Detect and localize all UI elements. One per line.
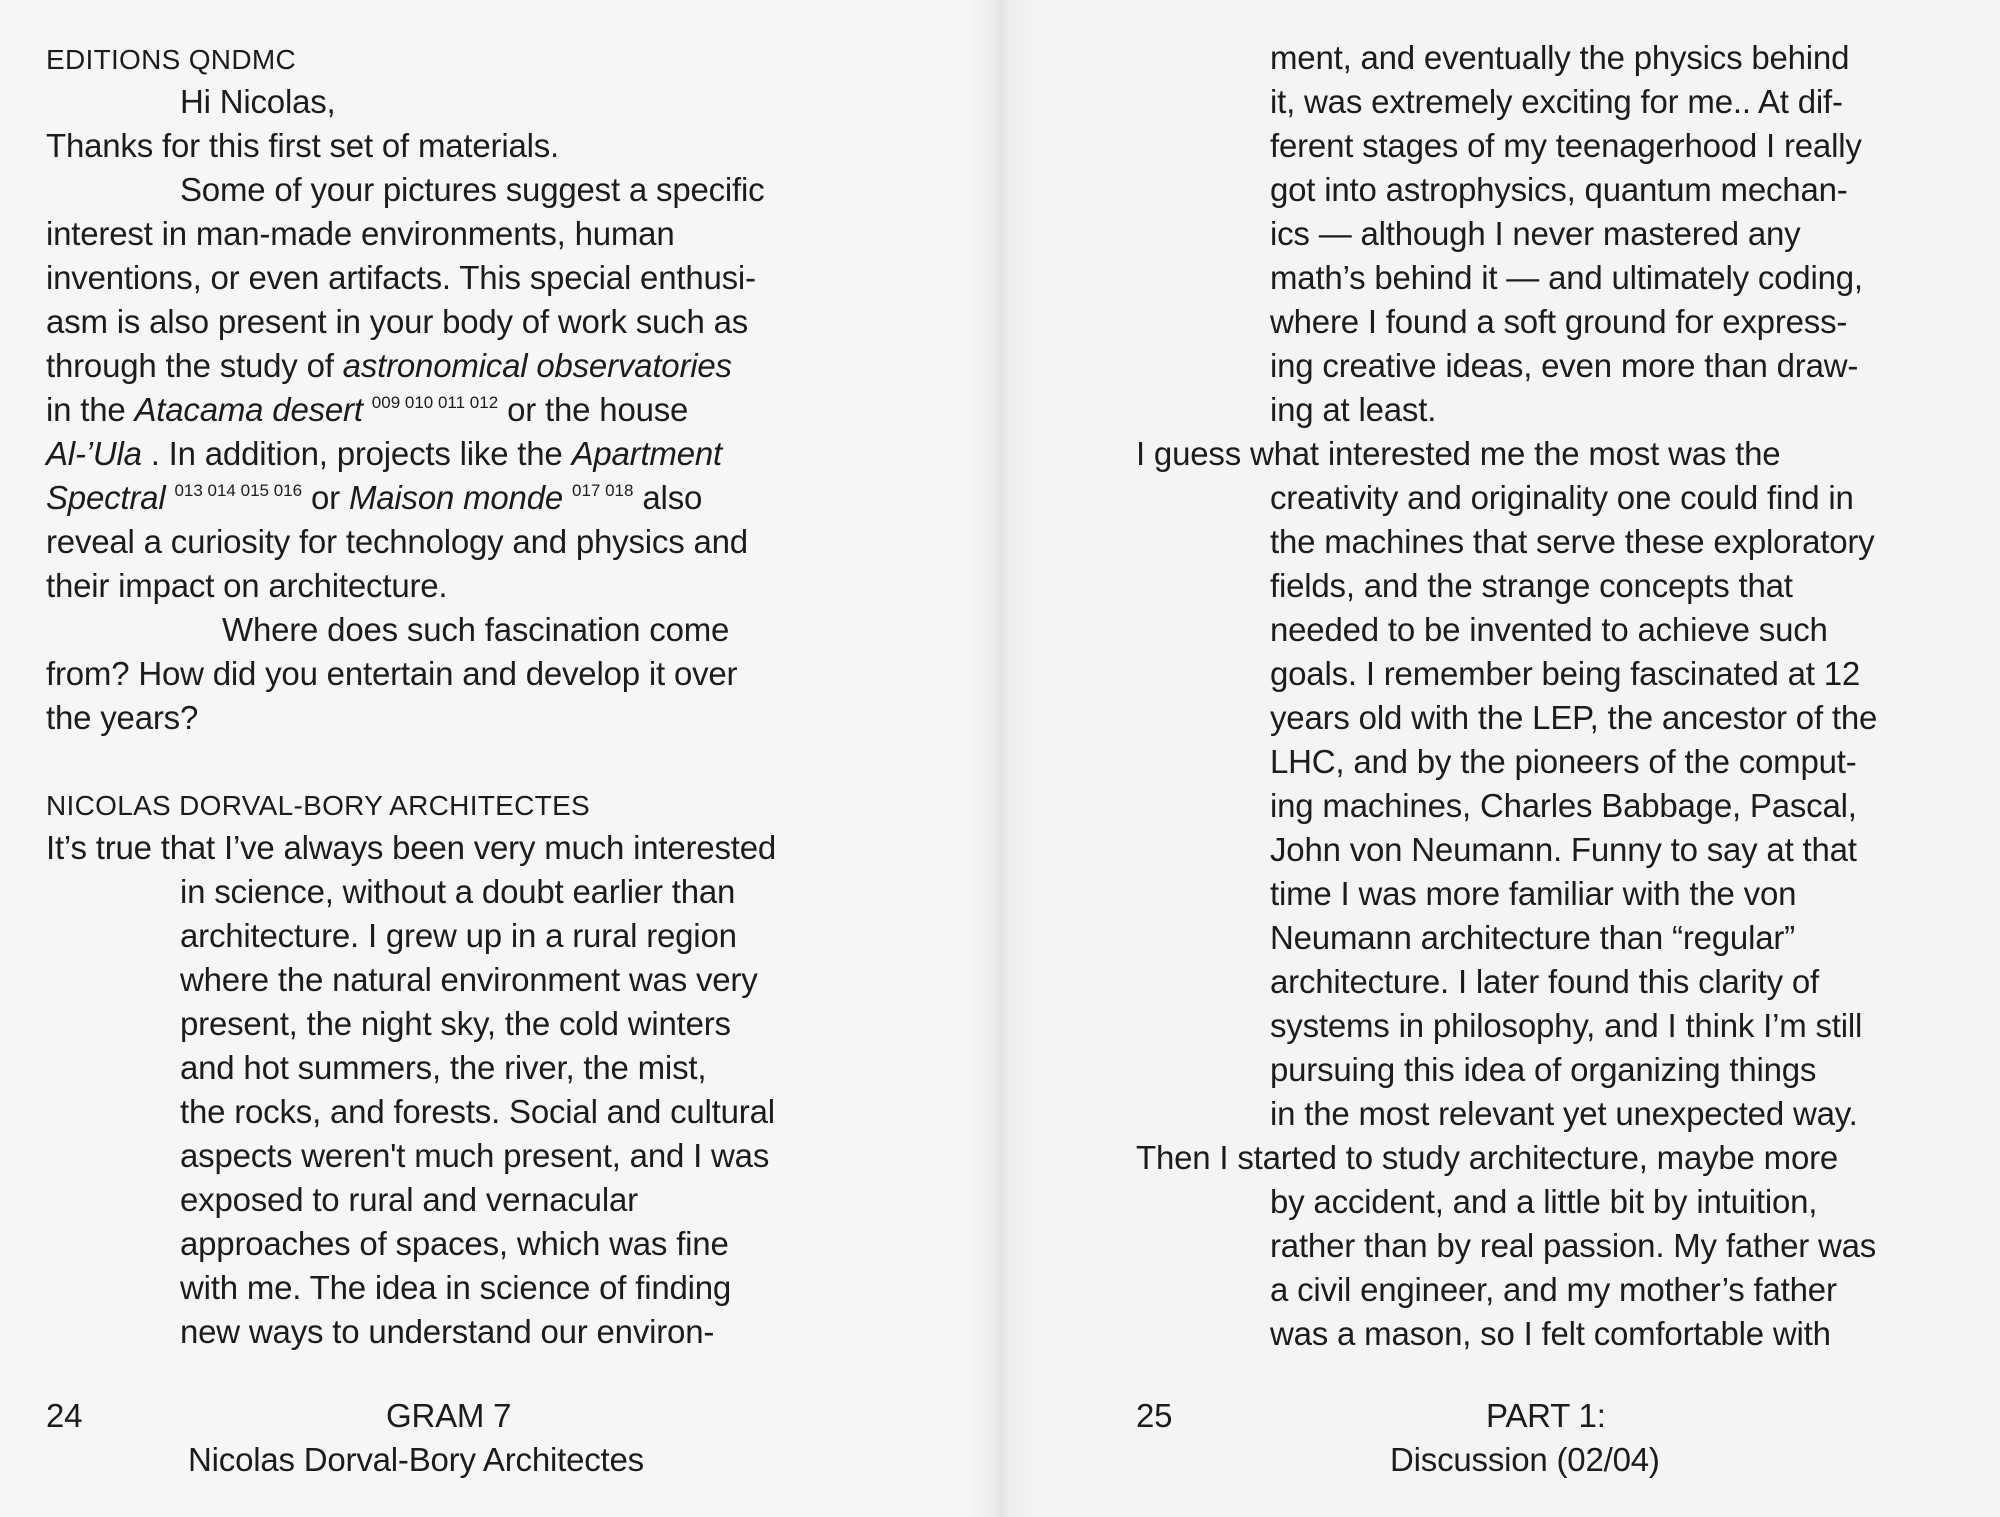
question-line (46, 344, 732, 388)
body-line: needed to be invented to achieve such (1270, 611, 1828, 648)
answer-line: and hot summers, the river, the mist, (180, 1049, 707, 1086)
question-line: Where does such fascination come (222, 611, 730, 648)
right-page (1000, 0, 2000, 1517)
body-line: Then I started to study architecture, maybe more (1136, 1139, 1839, 1176)
question-line: Some of your pictures suggest a specific (180, 171, 765, 208)
body-line: John von Neumann. Funny to say at that (1270, 831, 1857, 868)
answer-line: It’s true that I’ve always been very much interested (46, 829, 777, 866)
body-line: ing machines, Charles Babbage, Pascal, (1270, 787, 1857, 824)
question-text: in the (46, 391, 135, 428)
body-line: I guess what interested me the most was the (1136, 435, 1781, 472)
body-line: pursuing this idea of organizing things (1270, 1051, 1817, 1088)
body-line: ferent stages of my teenagerhood I really (1270, 127, 1862, 164)
body-line: rather than by real passion. My father was (1270, 1227, 1877, 1264)
body-line: creativity and originality one could find in (1270, 479, 1854, 516)
body-line: got into astrophysics, quantum mechan- (1270, 171, 1848, 208)
project-title-spectral: Spectral (46, 479, 166, 516)
question-line: asm is also present in your body of work such as (46, 303, 749, 340)
question-text: or (302, 479, 349, 516)
body-line: ics — although I never mastered any (1270, 215, 1801, 252)
respondent-heading: NICOLAS DORVAL-BORY ARCHITECTES (46, 790, 591, 821)
body-line: by accident, and a little bit by intuition, (1270, 1183, 1818, 1220)
project-title-observatories: astronomical observatories (342, 347, 732, 384)
body-line: ing creative ideas, even more than draw- (1270, 347, 1859, 384)
answer-line: architecture. I grew up in a rural region (180, 917, 737, 954)
answer-line: new ways to understand our environ- (180, 1313, 715, 1350)
running-title: GRAM 7 (386, 1397, 512, 1434)
body-line: the machines that serve these exploratory (1270, 523, 1875, 560)
answer-line: where the natural environment was very (180, 961, 758, 998)
book-gutter-shadow (965, 0, 1035, 1517)
project-title-alula: Al-’Ula (46, 435, 142, 472)
question-line: reveal a curiosity for technology and physics and (46, 523, 748, 560)
question-line: Thanks for this first set of materials. (46, 127, 560, 164)
answer-line: the rocks, and forests. Social and cultural (180, 1093, 775, 1130)
question-line (46, 432, 722, 476)
body-line: was a mason, so I felt comfortable with (1270, 1315, 1831, 1352)
figure-refs: 017 018 (571, 481, 634, 500)
project-title-maison-monde: Maison monde (348, 479, 564, 516)
body-line: Neumann architecture than “regular” (1270, 919, 1795, 956)
question-text: or the house (498, 391, 689, 428)
question-line (46, 476, 702, 526)
body-line: math’s behind it — and ultimately coding, (1270, 259, 1863, 296)
answer-line: exposed to rural and vernacular (180, 1181, 638, 1218)
body-line: systems in philosophy, and I think I’m still (1270, 1007, 1863, 1044)
answer-line: aspects weren't much present, and I was (180, 1137, 770, 1174)
running-title: PART 1: (1486, 1397, 1606, 1434)
question-text: through the study of (46, 347, 343, 384)
question-line: interest in man-made environments, human (46, 215, 675, 252)
body-line: where I found a soft ground for express- (1270, 303, 1848, 340)
question-line: inventions, or even artifacts. This special enthusi- (46, 259, 756, 296)
interviewer-heading: EDITIONS QNDMC (46, 44, 296, 75)
body-line: time I was more familiar with the von (1270, 875, 1797, 912)
body-line: fields, and the strange concepts that (1270, 567, 1793, 604)
answer-line: present, the night sky, the cold winters (180, 1005, 731, 1042)
answer-line: approaches of spaces, which was fine (180, 1225, 729, 1262)
answer-line: in science, without a doubt earlier than (180, 873, 736, 910)
figure-refs: 009 010 011 012 (371, 393, 499, 412)
body-line: LHC, and by the pioneers of the comput- (1270, 743, 1857, 780)
question-line: from? How did you entertain and develop it over (46, 655, 738, 692)
page-number: 24 (46, 1397, 83, 1434)
question-line (46, 388, 688, 438)
figure-refs: 013 014 015 016 (174, 481, 303, 500)
project-title-atacama: Atacama desert (134, 391, 363, 428)
body-line: architecture. I later found this clarity of (1270, 963, 1819, 1000)
page-number: 25 (1136, 1397, 1173, 1434)
body-line: a civil engineer, and my mother’s father (1270, 1271, 1837, 1308)
question-line: their impact on architecture. (46, 567, 448, 604)
project-title-apartment: Apartment (571, 435, 723, 472)
body-line: goals. I remember being fascinated at 12 (1270, 655, 1861, 692)
question-line: the years? (46, 699, 199, 736)
body-line: ment, and eventually the physics behind (1270, 39, 1850, 76)
body-line: ing at least. (1270, 391, 1437, 428)
answer-line: with me. The idea in science of finding (180, 1269, 732, 1306)
question-line: Hi Nicolas, (180, 83, 336, 120)
body-line: years old with the LEP, the ancestor of the (1270, 699, 1878, 736)
running-subtitle: Nicolas Dorval-Bory Architectes (188, 1441, 644, 1478)
question-text: . In addition, projects like the (141, 435, 572, 472)
question-text: also (633, 479, 703, 516)
running-subtitle: Discussion (02/04) (1390, 1441, 1660, 1478)
body-line: in the most relevant yet unexpected way. (1270, 1095, 1858, 1132)
body-line: it, was extremely exciting for me.. At dif- (1270, 83, 1843, 120)
